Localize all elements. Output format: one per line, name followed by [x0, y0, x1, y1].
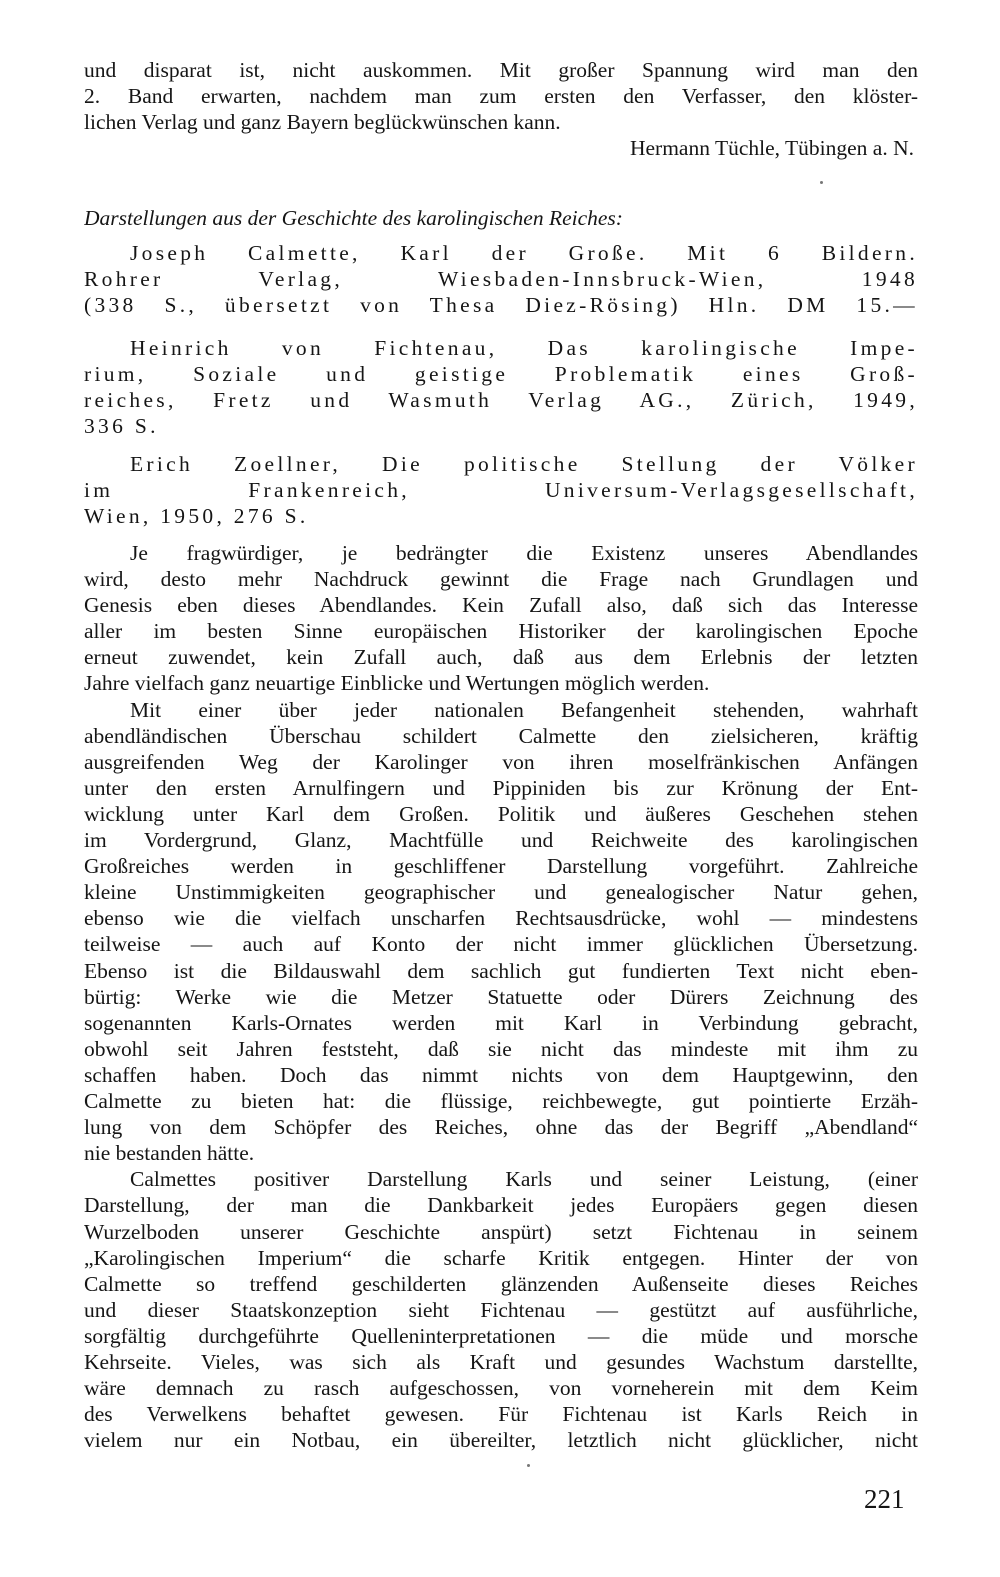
text-line: Genesis eben dieses Abendlandes. Kein Zufall also, daß sich das Interesse: [84, 593, 918, 618]
text-line: Calmette so treffend geschilderten glänzenden Außenseite dieses Reiches: [84, 1271, 918, 1296]
text-line: Darstellung, der man die Dankbarkeit jedes Europäers gegen diesen: [84, 1193, 918, 1218]
text-line: wird, desto mehr Nachdruck gewinnt die Frage nach Grundlagen und: [84, 567, 918, 592]
text-line: wäre demnach zu rasch aufgeschossen, von vorneherein mit dem Keim: [84, 1376, 918, 1401]
text-line: Je fragwürdiger, je bedrängter die Existenz unseres Abendlandes: [130, 541, 918, 565]
scan-speck: [527, 1464, 530, 1467]
text-line: sogenannten Karls-Ornates werden mit Karl in Verbindung gebracht,: [84, 1010, 918, 1035]
text-line: schaffen haben. Doch das nimmt nichts von dem Hauptgewinn, den: [84, 1062, 918, 1087]
text-line: erneut zuwendet, kein Zufall auch, daß aus dem Erlebnis der letzten: [84, 645, 918, 670]
text-line: im Vordergrund, Glanz, Machtfülle und Reichweite des karolingischen: [84, 828, 918, 853]
text-line: Wurzelboden unserer Geschichte anspürt) setzt Fichtenau in seinem: [84, 1219, 918, 1244]
text-line: abendländischen Überschau schildert Calmette den zielsicheren, kräftig: [84, 723, 918, 748]
text-line: Joseph Calmette, Karl der Große. Mit 6 Bildern.: [130, 241, 918, 265]
text-line: lung von dem Schöpfer des Reiches, ohne das der Begriff „Abendland“: [84, 1115, 918, 1140]
bibliography-entry: [84, 240, 918, 318]
text-line: Ebenso ist die Bildauswahl dem sachlich gut fundierten Text nicht eben-: [84, 958, 918, 983]
text-line: Rohrer Verlag, Wiesbaden-Innsbruck-Wien, 1948: [84, 267, 918, 292]
text-line: lichen Verlag und ganz Bayern beglückwünschen kann.: [84, 110, 561, 135]
page-number: 221: [864, 1484, 905, 1514]
text-line: im Frankenreich, Universum-Verlagsgesellschaft,: [84, 478, 918, 503]
text-line: nie bestanden hätte.: [84, 1141, 255, 1166]
text-line: vielem nur ein Notbau, ein übereilter, letztlich nicht glücklicher, nicht: [84, 1428, 918, 1453]
text-line: obwohl seit Jahren feststeht, daß sie nicht das mindeste mit ihm zu: [84, 1036, 918, 1061]
text-line: Großreiches werden in geschliffener Darstellung vorgeführt. Zahlreiche: [84, 854, 918, 879]
text-line: ebenso wie die vielfach unscharfen Rechtsausdrücke, wohl — mindestens: [84, 906, 918, 931]
bibliography-entry: [84, 335, 918, 439]
text-line: des Verwelkens behaftet gewesen. Für Fichtenau ist Karls Reich in: [84, 1402, 918, 1427]
text-line: aller im besten Sinne europäischen Historiker der karolingischen Epoche: [84, 619, 918, 644]
text-line: unter den ersten Arnulfingern und Pippiniden bis zur Krönung der Ent-: [84, 775, 918, 800]
body-paragraph: [84, 1166, 918, 1453]
text-line: und disparat ist, nicht auskommen. Mit großer Spannung wird man den: [84, 58, 918, 82]
text-line: reiches, Fretz und Wasmuth Verlag AG., Zürich, 1949,: [84, 388, 918, 413]
text-line: Calmettes positiver Darstellung Karls und seiner Leistung, (einer: [130, 1167, 918, 1192]
text-line: 336 S.: [84, 414, 159, 439]
text-line: Wien, 1950, 276 S.: [84, 504, 309, 529]
reviewer-signature: Hermann Tüchle, Tübingen a. N.: [629, 136, 914, 161]
text-line: sorgfältig durchgeführte Quelleninterpretationen — die müde und morsche: [84, 1323, 918, 1348]
text-line: „Karolingischen Imperium“ die scharfe Kritik entgegen. Hinter der von: [84, 1245, 918, 1270]
text-line: Calmette zu bieten hat: die flüssige, reichbewegte, gut pointierte Erzäh-: [84, 1089, 918, 1113]
text-line: rium, Soziale und geistige Problematik eines Groß-: [84, 362, 918, 387]
text-line: Kehrseite. Vieles, was sich als Kraft und gesundes Wachstum darstellte,: [84, 1350, 918, 1375]
scan-speck: [820, 181, 823, 184]
text-line: bürtig: Werke wie die Metzer Statuette oder Dürers Zeichnung des: [84, 984, 918, 1009]
body-paragraph: [84, 697, 918, 1167]
top-paragraph: [84, 57, 918, 161]
bibliography-entry: [84, 451, 918, 529]
text-line: Mit einer über jeder nationalen Befangenheit stehenden, wahrhaft: [130, 697, 918, 722]
text-line: (338 S., übersetzt von Thesa Diez-Rösing) Hln. DM 15.—: [84, 293, 918, 318]
text-line: 2. Band erwarten, nachdem man zum ersten den Verfasser, den klöster-: [84, 84, 918, 109]
section-heading: Darstellungen aus der Geschichte des karolingischen Reiches:: [84, 206, 623, 230]
text-line: kleine Unstimmigkeiten geographischer und genealogischer Natur gehen,: [84, 880, 918, 905]
text-line: Heinrich von Fichtenau, Das karolingische Impe-: [130, 336, 918, 360]
text-line: wicklung unter Karl dem Großen. Politik und äußeres Geschehen stehen: [84, 801, 918, 826]
text-line: Jahre vielfach ganz neuartige Einblicke und Wertungen möglich werden.: [84, 671, 710, 696]
text-line: und dieser Staatskonzeption sieht Fichtenau — gestützt auf ausführliche,: [84, 1297, 918, 1322]
text-line: Erich Zoellner, Die politische Stellung der Völker: [130, 452, 918, 476]
section-heading-block: [84, 205, 918, 231]
body-paragraph: [84, 540, 918, 697]
text-line: teilweise — auch auf Konto der nicht immer glücklichen Übersetzung.: [84, 932, 918, 957]
text-line: ausgreifenden Weg der Karolinger von ihren moselfränkischen Anfängen: [84, 749, 918, 774]
